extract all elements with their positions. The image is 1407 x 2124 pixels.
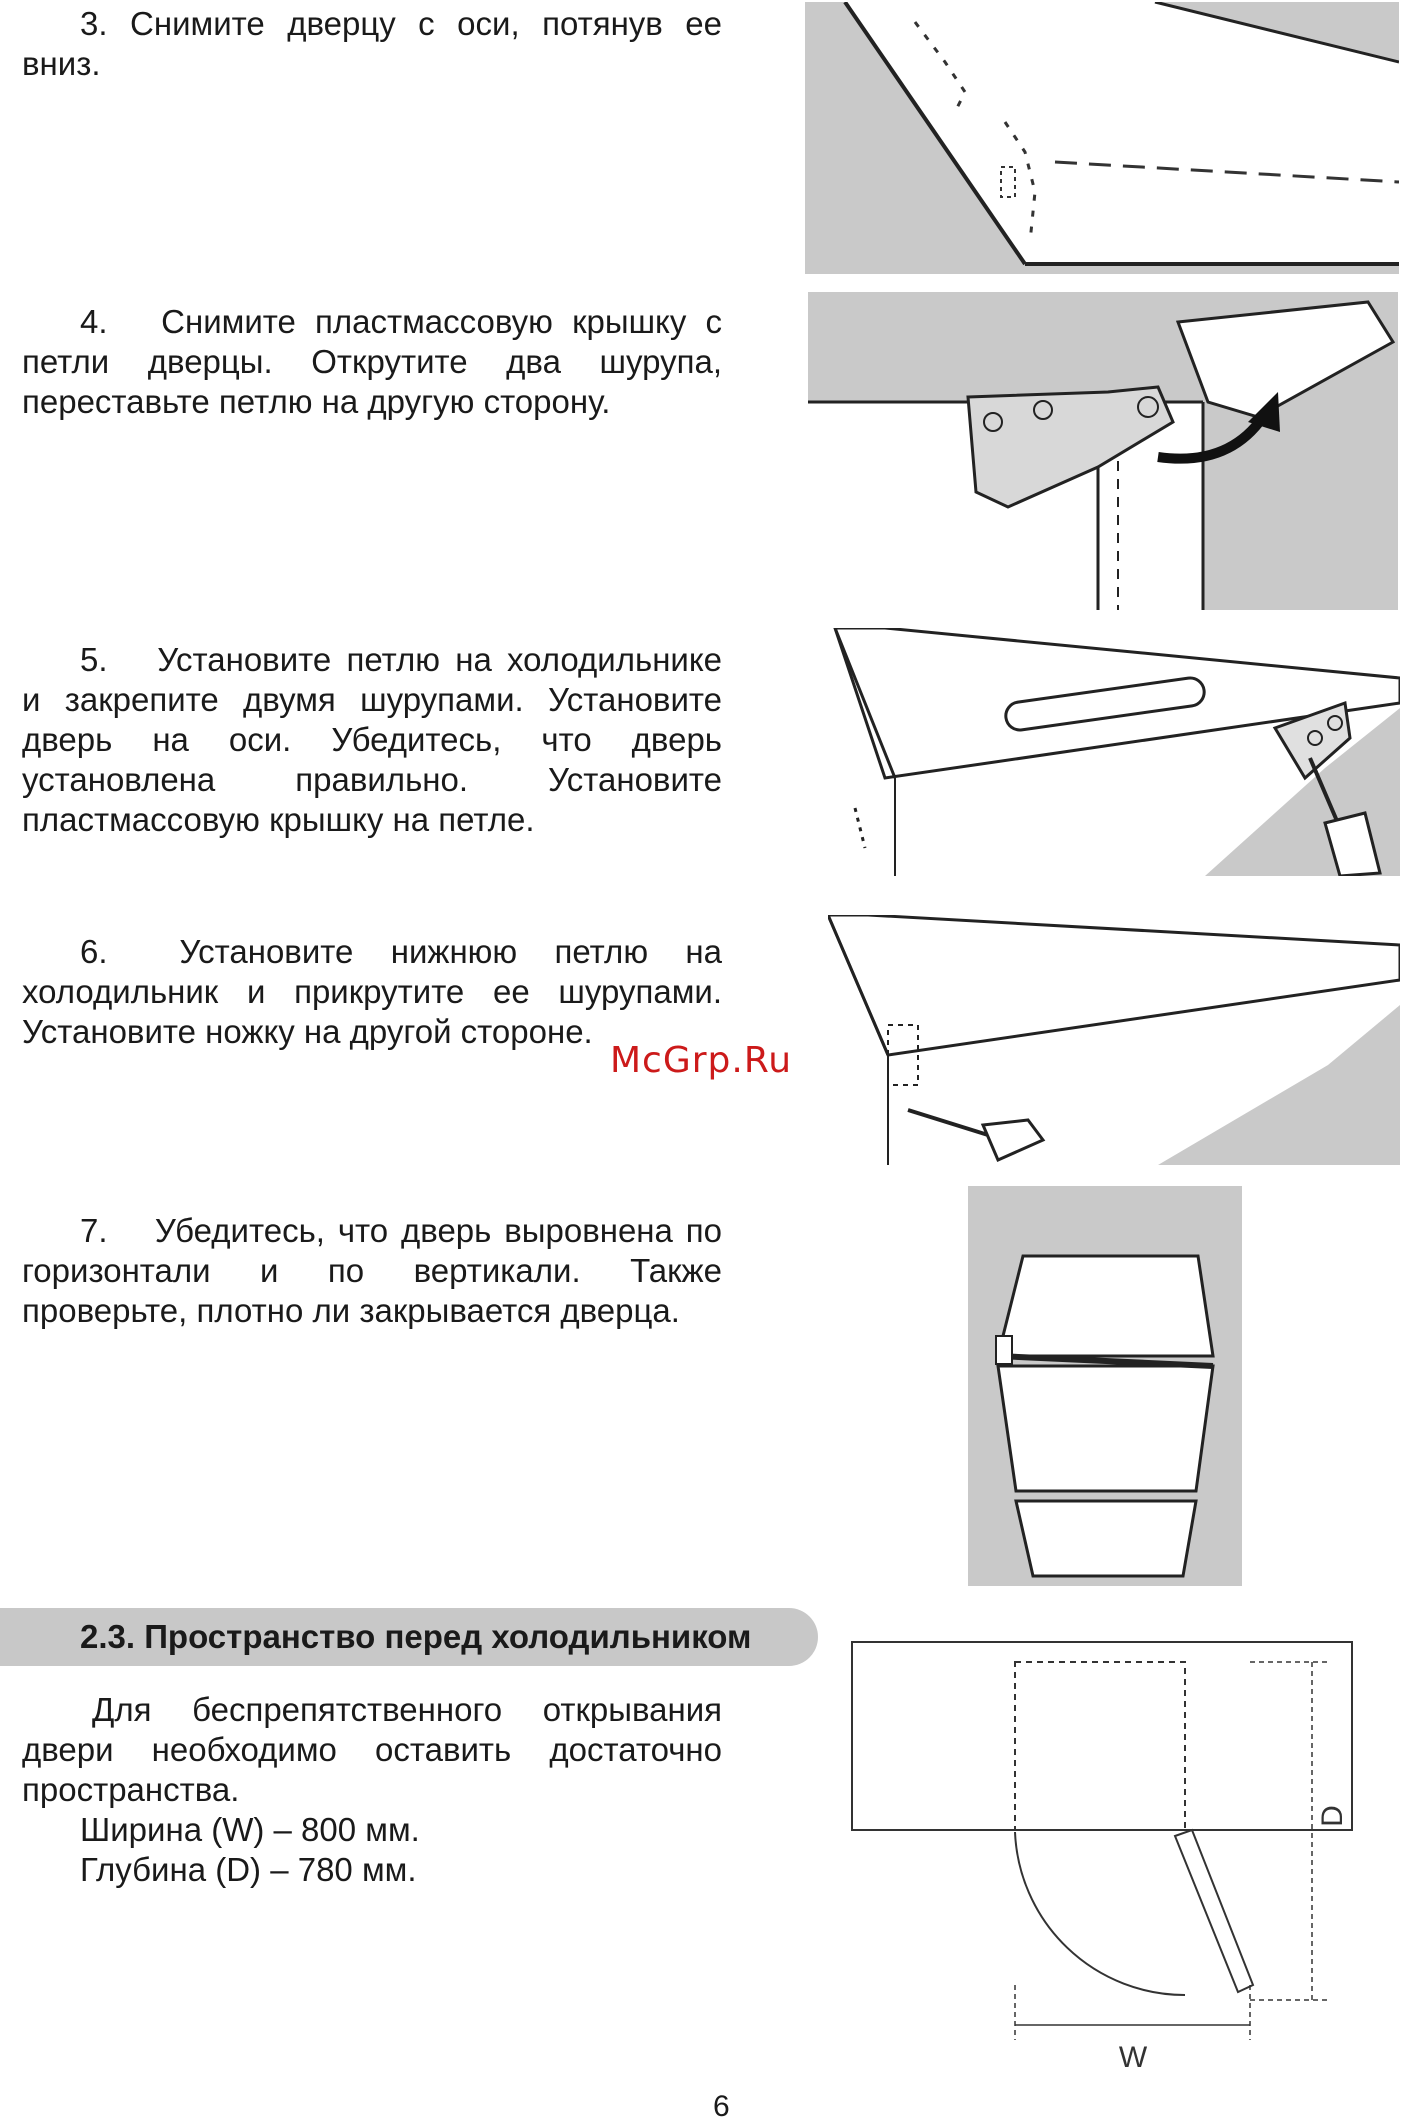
step-5 [22, 640, 722, 840]
watermark: McGrp.Ru [610, 1040, 793, 1081]
step-5-text: Установите петлю на холодильнике и закрепите двумя шурупами. Установите дверь на оси. Убедитесь, что дверь установлена правильно. Установите пластмассовую крышку на петле. [22, 641, 723, 838]
width-requirement: Ширина (W) – 800 мм. [80, 1811, 420, 1848]
step-4 [22, 302, 722, 422]
step-6 [22, 932, 722, 1052]
width-label: W [1118, 2041, 1148, 2074]
step-7-text: Убедитесь, что дверь выровнена по горизонтали и по вертикали. Также проверьте, плотно ли закрывается дверца. [22, 1212, 723, 1329]
figure-fridge-closed [968, 1186, 1242, 1586]
step-7-number: 7. [80, 1212, 108, 1249]
section-title: 2.3. Пространство перед холодильником [80, 1618, 752, 1655]
figure-hinge-install [825, 628, 1400, 876]
page-number: 6 [713, 2090, 730, 2123]
section-body [22, 1690, 722, 1810]
step-3-number: 3. [80, 5, 108, 42]
step-3 [22, 4, 722, 84]
section-body-text: Для беспрепятственного открывания двери необходимо оставить достаточно пространства. [22, 1691, 722, 1808]
step-7 [22, 1211, 722, 1331]
figure-lower-hinge [828, 915, 1400, 1165]
step-3-text: Снимите дверцу с оси, потянув ее вниз. [22, 5, 722, 82]
step-6-text: Установите нижнюю петлю на холодильник и прикрутите ее шурупами. Установите ножку на другой стороне. [22, 933, 723, 1050]
figure-hinge-cover [808, 292, 1398, 610]
step-5-number: 5. [80, 641, 108, 678]
depth-requirement: Глубина (D) – 780 мм. [80, 1851, 417, 1888]
depth-label: D [1316, 1805, 1349, 1827]
step-6-number: 6. [80, 933, 108, 970]
step-4-text: Снимите пластмассовую крышку с петли дверцы. Открутите два шурупа, переставьте петлю на другую сторону. [22, 303, 723, 420]
step-4-number: 4. [80, 303, 108, 340]
clearance-diagram [850, 1640, 1360, 2080]
figure-door-removal [805, 2, 1399, 274]
